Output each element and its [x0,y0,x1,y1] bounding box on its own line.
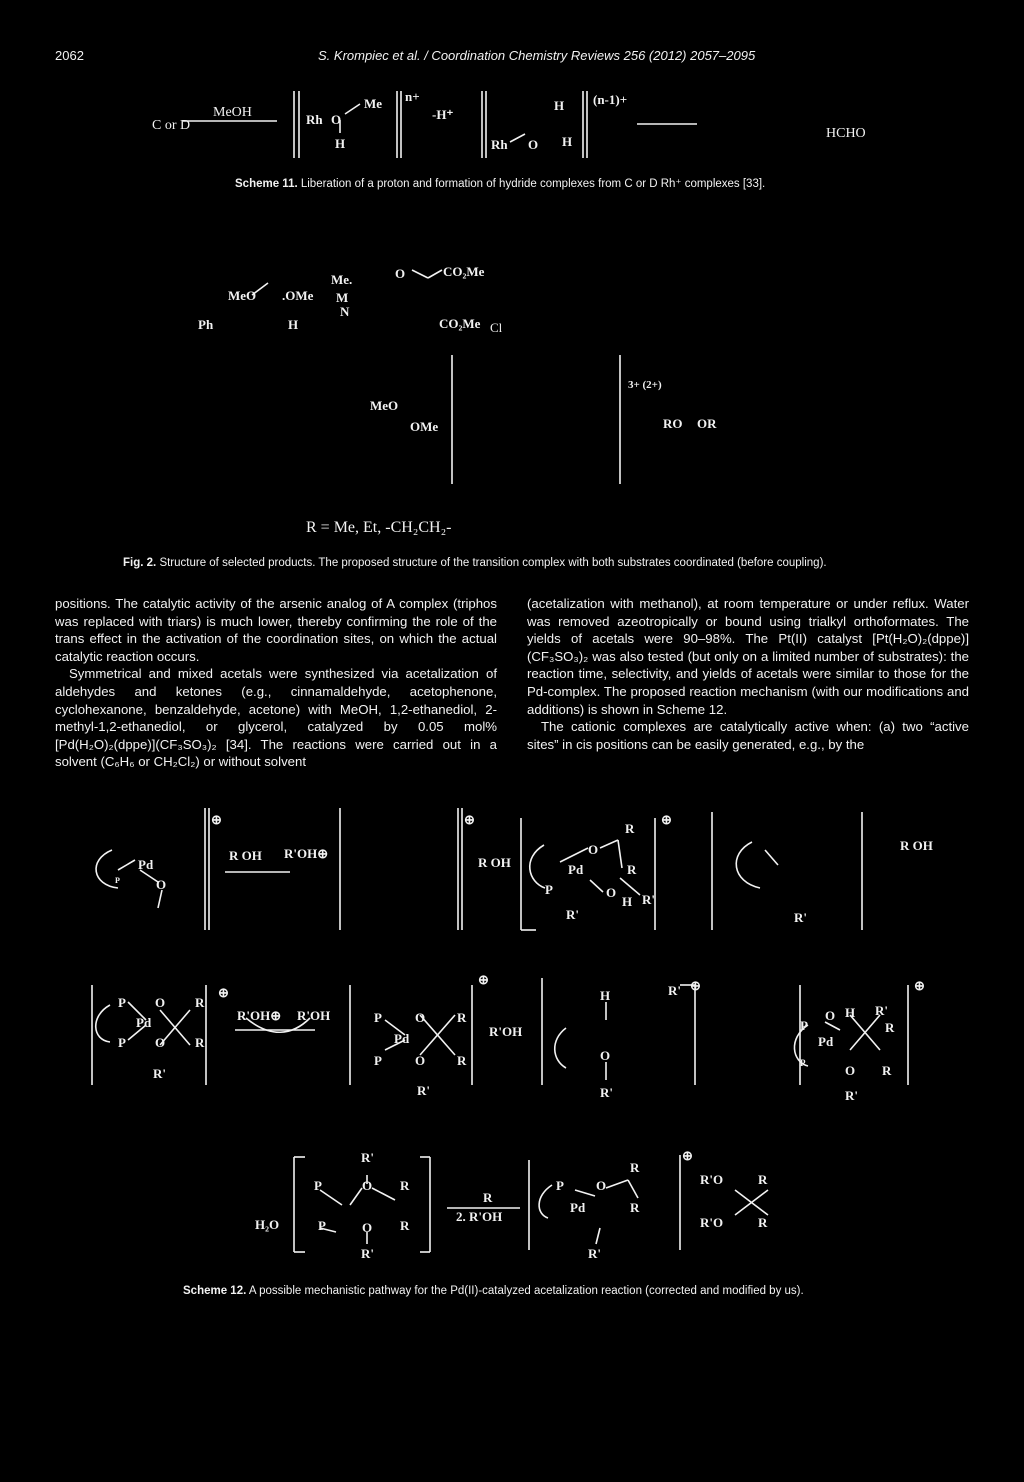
caption-label: Scheme 12. [183,1285,247,1297]
scheme12-caption [183,1285,804,1297]
r-label: R [457,1010,467,1025]
paragraph: (acetalization with methanol), at room temperature or under reflux. Water was removed azeotropically or bound using trialkyl orthoformates. The yields of acetals were 90–98%. The Pt(II) catalyst [Pt(H₂O)₂(dppe)](CF₃SO₃)₂ was also tested (but only on a limited number of substrates): the reaction time, selectivity, and yields of acetals were similar to those for the Pd-complex. The proposed reaction mechanism (with our modifications and additions) is shown in Scheme 12. [527,596,969,717]
r-prime-label: R' [642,892,655,907]
o-label: O [415,1053,426,1068]
r-label: R [457,1053,467,1068]
arrow-left-label: R'OH⊕ [237,1008,282,1023]
h-atom: H [335,136,346,151]
co2me-bottom: CO₂Me [439,316,481,331]
charge-n: n+ [405,89,420,104]
plus-charge: ⊕ [690,978,701,993]
caption-label: Scheme 11. [235,178,298,190]
o-label: O [155,1035,166,1050]
meo-2: MeO [370,398,399,413]
ro: RO [663,416,683,431]
pd-label: Pd [136,1015,152,1030]
plus-charge: ⊕ [682,1148,693,1163]
r-prime-label: R' [600,1085,613,1100]
caption-text: Structure of selected products. The proposed structure of the transition complex with both substrates coordinated (before coupling). [159,557,827,569]
r-prime-label: R' [668,983,681,998]
rh-o: Rh [491,137,508,152]
o-atom: O [331,112,342,127]
r-label: R [882,1063,892,1078]
r-prime-label: R' [153,1066,166,1081]
o-label: O [415,1010,426,1025]
paragraph: The cationic complexes are catalytically active when: (a) two “active sites” in cis positions can be easily generated, e.g., by the [527,719,969,752]
me-group: Me [364,96,383,111]
o-label: O [156,877,167,892]
ro-label: R'O [700,1172,724,1187]
r-label: R [195,1035,205,1050]
r-label: R [758,1215,768,1230]
h-label: H [622,894,633,909]
r-prime-label: R' [361,1246,374,1261]
r-label: R [400,1178,410,1193]
charge-3plus: 3+ (2+) [628,379,662,391]
cl: Cl [490,320,503,335]
p-label: P [118,995,126,1010]
o-label: O [362,1178,373,1193]
pd-label: Pd [570,1200,586,1215]
r-prime-label: R' [794,910,807,925]
plus-charge: ⊕ [218,985,229,1000]
o-label: O [155,995,166,1010]
r-label: R [627,862,637,877]
plus-charge: ⊕ [211,812,222,827]
r-label: R [625,821,635,836]
o-label: O [596,1178,607,1193]
caption-label: Fig. 2. [123,557,157,569]
o-label: O [825,1008,836,1023]
pd-label: Pd [568,862,584,877]
ph: Ph [198,317,214,332]
r-label: R [630,1200,640,1215]
p-label: P [314,1178,322,1193]
roh-label: R'OH [489,1024,523,1039]
r-oh-plus-label: R'OH⊕ [284,846,329,861]
pd-label: Pd [394,1031,410,1046]
pd-label: Pd [138,857,154,872]
h-fig2: H [288,317,299,332]
m-fragment: M [336,290,349,305]
pd-label: Pd [818,1034,834,1049]
r-label: R [400,1218,410,1233]
rh-atom: Rh [306,112,323,127]
o-label: O [600,1048,611,1063]
h-label: H [600,988,611,1003]
o-label: O [606,885,617,900]
paragraph: Symmetrical and mixed acetals were synthesized via acetalization of aldehydes and ketones (e.g., cinnamaldehyde, acetophenone, cyclohexanone, benzaldehyde, acetone) with MeOH, 1,2-ethanediol, 2-methyl-1,2-ethanediol, or glycerol, catalyzed by 0.05 mol% [Pd(H₂O)₂(dppe)](CF₃SO₃)₂ [34]. The reactions were carried out in a solvent (C₆H₆ or CH₂Cl₂) or without solvent [55,666,497,770]
or: OR [697,416,717,431]
r-prime-label: R' [588,1246,601,1261]
n-fragment: N [340,304,350,319]
p-label: P [374,1010,382,1025]
plus-charge: ⊕ [661,812,672,827]
ome: .OMe [282,288,314,303]
arrow-bottom-label: 2. R'OH [456,1209,503,1224]
plus-charge: ⊕ [914,978,925,993]
ro-label: R'O [700,1215,724,1230]
r-label: R [758,1172,768,1187]
roh-label: R OH [229,848,262,863]
ome-2: OMe [410,419,439,434]
co2me-top: CO₂Me [443,264,485,279]
page-number: 2062 [55,48,84,63]
arrow-right-label: R'OH [297,1008,331,1023]
o-atom-2: O [528,137,539,152]
h-label: H [845,1005,856,1020]
o-fig2: O [395,266,406,281]
charge-n-1: (n-1)+ [593,92,628,107]
scheme11-arrow-label: MeOH [213,105,252,120]
r-prime-label: R' [845,1088,858,1103]
caption-text: A possible mechanistic pathway for the Pd(II)-catalyzed acetalization reaction (corrected and modified by us). [248,1285,804,1297]
r-prime-label: R' [361,1150,374,1165]
h-lower: H [562,134,573,149]
roh-label: R OH [478,855,511,870]
roh-label: R OH [900,838,933,853]
r-prime-label: R' [566,907,579,922]
p-label: P [800,1018,808,1033]
r-label: R [195,995,205,1010]
p-label: P [374,1053,382,1068]
p-label: P [545,882,553,897]
meo: MeO [228,288,257,303]
product-hcho: HCHO [826,126,866,141]
r-label: R [885,1020,895,1035]
me-top: Me. [331,272,353,287]
running-title: S. Krompiec et al. / Coordination Chemistry Reviews 256 (2012) 2057–2095 [318,48,756,63]
water-label: H₂O [255,1217,280,1232]
r-label: R [630,1160,640,1175]
caption-text: Liberation of a proton and formation of hydride complexes from C or D Rh⁺ complexes [33]. [300,178,766,190]
minus-h: -H⁺ [432,107,454,122]
p-label: P [318,1218,326,1233]
plus-charge: ⊕ [478,972,489,987]
p-label: P [556,1178,564,1193]
p-label: P [118,1035,126,1050]
scheme11-start: C or D [152,118,191,133]
o-label: O [362,1220,373,1235]
plus-charge: ⊕ [464,812,475,827]
o-label: O [845,1063,856,1078]
paragraph: positions. The catalytic activity of the arsenic analog of A complex (triphos was replaced with triars) is much lower, thereby confirming the role of the trans effect in the activation of the coordination sites, on which the actual catalytic reaction occurs. [55,596,497,664]
p-label: P [115,876,120,885]
r-prime-label: R' [417,1083,430,1098]
p-label: P [800,1058,806,1068]
h-right: H [554,98,565,113]
o-label: O [588,842,599,857]
r-definition: R = Me, Et, -CH₂CH₂- [306,519,452,536]
arrow-top-label: R [483,1190,493,1205]
r-prime-label: R' [875,1003,888,1018]
